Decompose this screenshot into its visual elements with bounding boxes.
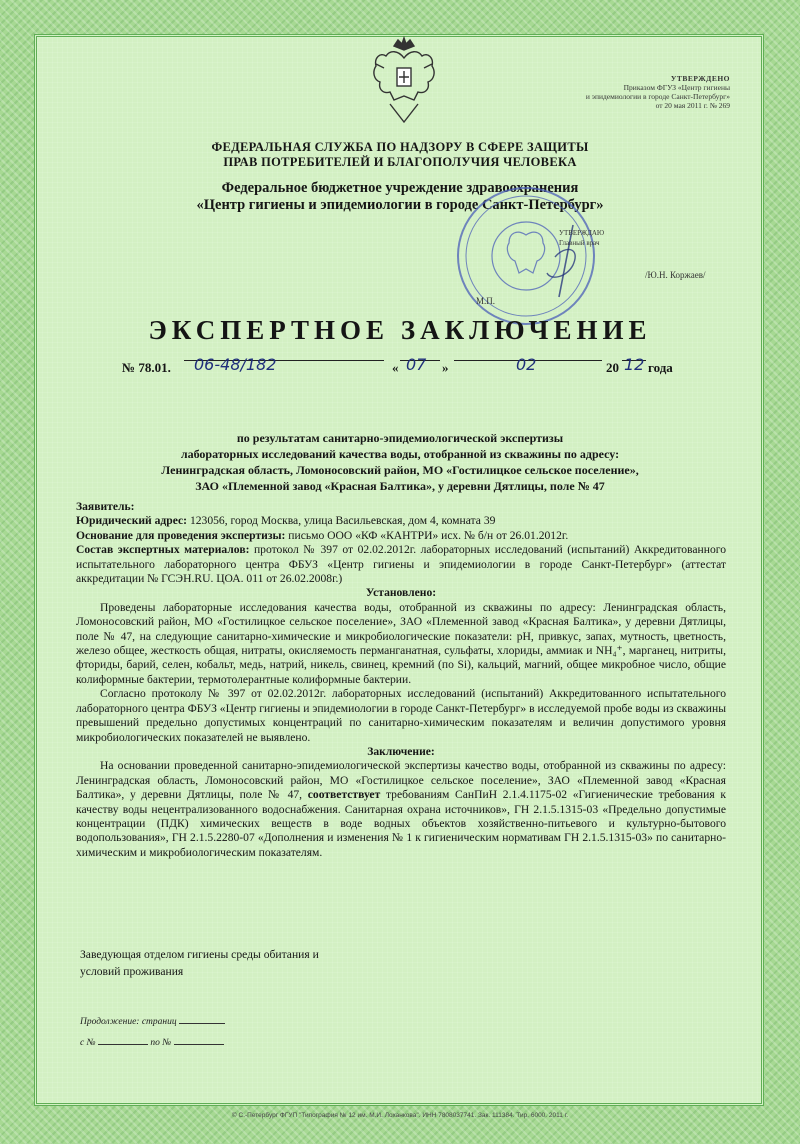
conclusion-heading: Заключение:: [367, 744, 435, 758]
quote-close: »: [442, 360, 449, 375]
double-headed-eagle-emblem-icon: [368, 38, 440, 124]
stamp-approved-text: УТВЕРЖДАЮ: [559, 229, 605, 237]
continuation-block: [80, 1012, 340, 1054]
subject-line: Ленинградская область, Ломоносовский район, МО «Гостилицкое сельское поселение»,: [161, 463, 639, 477]
approval-note: [480, 74, 730, 110]
approval-line: от 20 мая 2011 г. № 269: [655, 101, 730, 110]
established-paragraph: Проведены лабораторные исследования качества воды, отобранной из скважины по адресу: Ленинградская область, Ломоносовский район, МО «Гостилицкое сельское поселение», ЗАО «Племенной завод «Красная Балтика», у деревни Дятлицы, поле № 47, на следующие санитарно-химические и микробиологические показатели: pH, привкус, запах, мутность, цветность, железо общее, жесткость общая, нитраты, окисляемость перманганатная, сульфаты, хлориды, аммиак и NH₄⁺, марганец, нитриты, фториды, барий, селен, кобальт, медь, натрий, никель, свинец, кремний (по Si), кальций, магний, общее микробное число, общие колиформные бактерии, термотолерантные колиформные бактерии.: [76, 600, 726, 686]
expert-materials-label: Состав экспертных материалов:: [76, 543, 250, 557]
year-prefix: 20: [606, 360, 619, 375]
document-title: ЭКСПЕРТНОЕ ЗАКЛЮЧЕНИЕ: [148, 315, 652, 345]
approval-line: и эпидемиологии в городе Санкт-Петербург»: [585, 92, 730, 101]
to-blank: [174, 1034, 224, 1045]
expert-materials: [76, 543, 726, 586]
expertise-subject: [110, 430, 690, 494]
legal-address-label: Юридический адрес:: [76, 514, 188, 528]
established-paragraph: Согласно протоколу № 397 от 02.02.2012г. лабораторных исследований (испытаний) Аккредитованного испытательного лабораторного центра ФБУЗ «Центр гигиены и эпидемиологии в городе Санкт-Петербург» в исследуемой пробе воды из скважины превышений предельно допустимых концентраций по санитарно-химическим показателям и величин допустимого уровня микробиологических показателей не выявлено.: [76, 687, 726, 744]
established-heading: Установлено:: [365, 586, 437, 600]
agency-line: ФЕДЕРАЛЬНАЯ СЛУЖБА ПО НАДЗОРУ В СФЕРЕ ЗАЩИТЫ: [211, 140, 589, 154]
handwritten-number: 06-48/182: [194, 355, 277, 374]
agency-line: ПРАВ ПОТРЕБИТЕЛЕЙ И БЛАГОПОЛУЧИЯ ЧЕЛОВЕКА: [223, 155, 577, 169]
stamp-role-text: Главный врач: [559, 239, 600, 247]
from-blank: [98, 1034, 148, 1045]
expertise-basis-value: письмо ООО «КФ «КАНТРИ» исх. № б/н от 26.01.2012г.: [285, 528, 569, 542]
conclusion-verdict: соответствует: [307, 788, 381, 802]
subject-line: лабораторных исследований качества воды, отобранной из скважины по адресу:: [180, 447, 620, 461]
applicant-label: Заявитель:: [76, 500, 135, 513]
legal-address-value: 123056, город Москва, улица Васильевская, дом 4, комната 39: [187, 514, 496, 528]
approval-line: Приказом ФГУЗ «Центр гигиены: [623, 83, 730, 92]
printer-imprint: © С.-Петербург ФГУП "Типография № 12 им. М.И. Лоханкова". ИНН 7808037741. Зак. 111384. Тир. 6000. 2011 г.: [231, 1112, 569, 1119]
from-label: с №: [80, 1038, 96, 1048]
handwritten-month: 02: [516, 355, 537, 374]
pages-blank: [179, 1013, 225, 1024]
continuation-label: Продолжение: страниц: [80, 1017, 177, 1027]
seal-place-mark: М.П.: [476, 296, 496, 306]
year-word: года: [648, 360, 673, 375]
number-prefix: № 78.01.: [122, 360, 171, 375]
handwritten-year: 12: [624, 355, 645, 374]
quote-open: «: [392, 360, 399, 375]
handwritten-day: 07: [406, 355, 427, 374]
subject-line: ЗАО «Племенной завод «Красная Балтика», у деревни Дятлицы, поле № 47: [195, 479, 605, 493]
expertise-basis: [76, 529, 726, 543]
signature-line: Заведующая отделом гигиены среды обитания и: [80, 948, 319, 961]
signature-block: [80, 946, 480, 980]
agency-header: [140, 140, 660, 170]
signature-line: условий проживания: [80, 965, 184, 978]
expertise-basis-label: Основание для проведения экспертизы:: [76, 528, 286, 542]
document-body: [76, 500, 726, 860]
document-number-line: [122, 355, 682, 380]
conclusion-paragraph: [76, 759, 726, 860]
conclusion-text: требованиям СанПиН 2.1.4.1175-02 «Гигиенические требования к качеству воды нецентрализованного водоснабжения. Санитарная охрана источников», ГН 2.1.5.1315-03 «Предельно допустимые концентрации (ПДК) химических веществ в воде водных объектов хозяйственно-питьевого и культурно-бытового водопользования», ГН 2.1.5.2280-07 «Дополнения и изменения № 1 к гигиеническим нормативам ГН 2.1.5.1315-03» по санитарно-химическим и микробиологическим показателям.: [76, 788, 726, 859]
institution-line: «Центр гигиены и эпидемиологии в городе Санкт-Петербург»: [196, 197, 604, 213]
subject-line: по результатам санитарно-эпидемиологической экспертизы: [236, 431, 564, 445]
signer-name: /Ю.Н. Коржаев/: [645, 270, 706, 280]
expert-materials-value: протокол № 397 от 02.02.2012г. лабораторных исследований (испытаний) Аккредитованного испытательного лабораторного центра ФБУЗ «Центр гигиены и эпидемиологии в городе Санкт-Петербург» (аттестат аккредитации № ГСЭН.RU. ЦОА. 011 от 26.02.2008г.): [76, 543, 726, 586]
legal-address: [76, 514, 726, 528]
institution-line: Федеральное бюджетное учреждение здравоохранения: [221, 180, 579, 196]
approval-title: УТВЕРЖДЕНО: [670, 74, 730, 83]
to-label: по №: [150, 1038, 172, 1048]
conclusion-text: На основании проведенной санитарно-эпидемиологической экспертизы качество воды, отобранной из скважины по адресу: Ленинградская область, Ломоносовский район, МО «Гостилицкое сельское поселение», ЗАО «Племенной завод «Красная Балтика», у деревни Дятлицы, поле № 47,: [76, 759, 726, 802]
